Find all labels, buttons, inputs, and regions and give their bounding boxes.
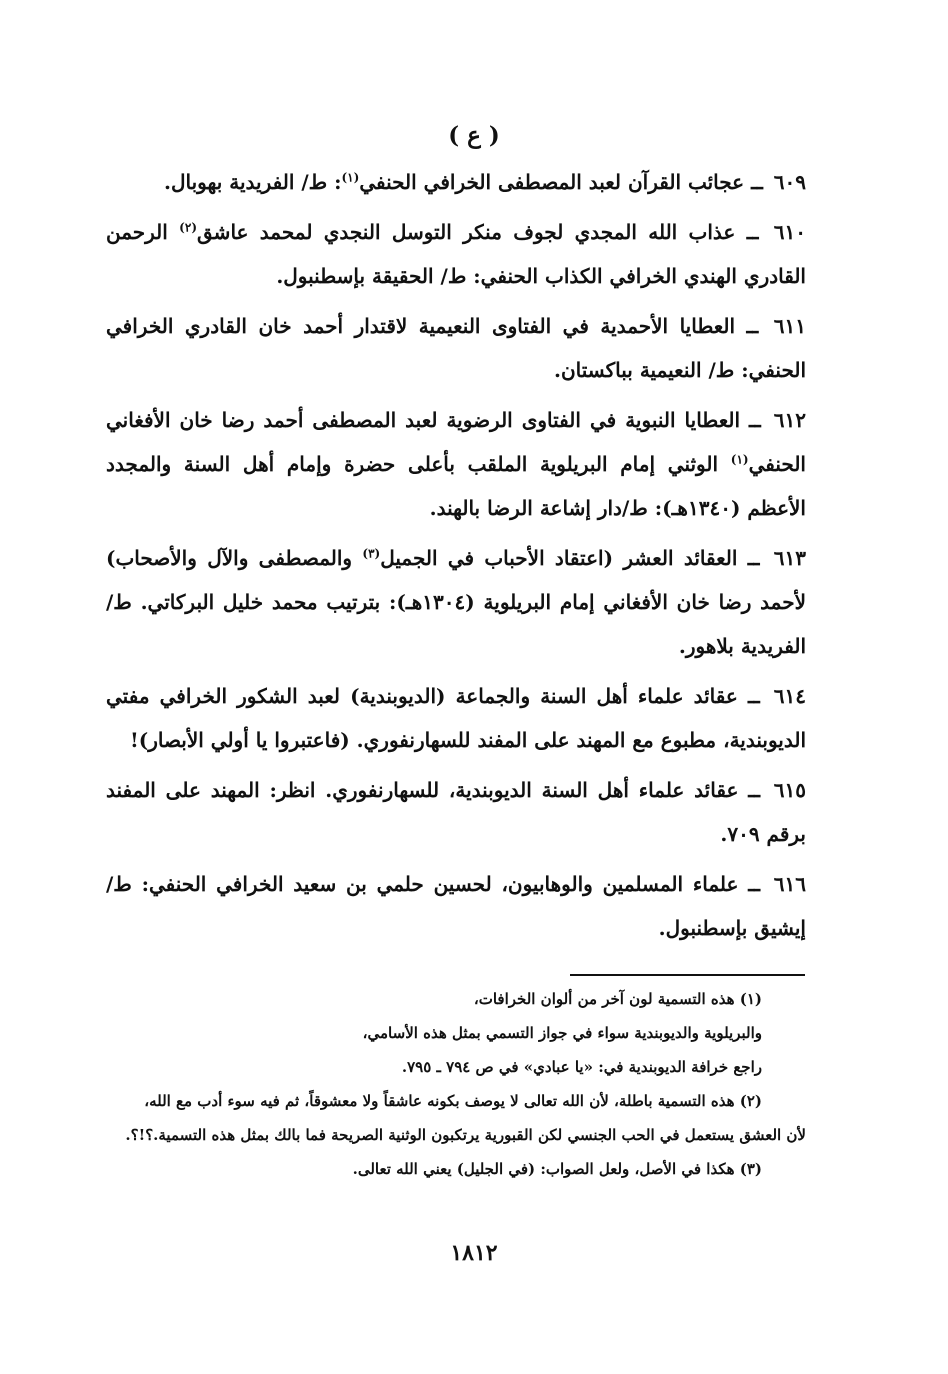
entry-dash: ــ <box>747 684 760 708</box>
bibliography-entry <box>106 862 806 950</box>
bibliography-entry <box>106 304 806 392</box>
footnote-line: والبريلوية والديوبندية سواء في جواز التسمي بمثل هذه الأسامي، <box>362 1024 762 1042</box>
entry-number: ٦١٣ <box>773 546 806 570</box>
footnote-marker: (١) <box>730 452 749 467</box>
entry-number: ٦١٢ <box>773 408 806 432</box>
bibliography-entry <box>106 160 806 204</box>
entry-text: علماء المسلمين والوهابيون، لحسين حلمي بن سعيد الخرافي الحنفي: ط/ إيشيق بإسطنبول. <box>106 872 806 940</box>
entry-dash: ــ <box>751 170 763 194</box>
entry-number: ٦١٤ <box>773 684 807 708</box>
entry-dash: ــ <box>748 872 760 896</box>
entry-number: ٦١٥ <box>773 778 807 802</box>
entry-text-continued: الرحمن القادري الهندي الخرافي الكذاب الحنفي: ط/ الحقيقة بإسطنبول. <box>106 220 806 288</box>
entry-text: العطايا النبوية في الفتاوى الرضوية لعبد المصطفى أحمد رضا خان الأفغاني الحنفي <box>106 408 806 476</box>
footnote-marker: (٣) <box>362 546 381 561</box>
entry-dash: ــ <box>746 220 759 244</box>
entry-dash: ــ <box>747 546 760 570</box>
page-number: ١٨١٢ <box>450 1240 498 1266</box>
bibliography-entry <box>106 674 806 762</box>
entry-text: عقائد علماء أهل السنة والجماعة (الديوبندية) لعبد الشكور الخرافي مفتي الديوبندية، مطبوع مع المهند على المفند للسهارنفوري. (فاعتبروا يا أولي الأبصار)! <box>106 684 806 752</box>
section-letter-heading: ( ع ) <box>448 122 500 149</box>
entry-text-continued: والمصطفى والآل والأصحاب) لأحمد رضا خان الأفغاني إمام البريلوية (١٣٠٤هـ): بترتيب محمد خليل البركاتي. ط/ الفريدية بلاهور. <box>106 546 806 658</box>
entry-text: عقائد علماء أهل السنة الديوبندية، للسهارنفوري. انظر: المهند على المفند برقم ٧٠٩. <box>106 778 806 846</box>
entry-text-continued: الوثني إمام البريلوية الملقب بأعلى حضرة وإمام أهل السنة والمجدد الأعظم (١٣٤٠هـ): ط/دار إشاعة الرضا بالهند. <box>106 452 806 520</box>
entry-text: العطايا الأحمدية في الفتاوى النعيمية لاقتدار أحمد خان القادري الخرافي الحنفي: ط/ النعيمية بباكستان. <box>106 314 806 382</box>
entry-text: العقائد العشر (اعتقاد الأحباب في الجميل <box>380 546 738 570</box>
bibliography-entry <box>106 210 806 298</box>
bibliography-entry <box>106 398 806 530</box>
footnotes-block <box>106 982 806 1186</box>
bibliography-entries <box>106 160 806 956</box>
entry-dash: ــ <box>749 408 761 432</box>
entry-number: ٦١٠ <box>773 220 806 244</box>
footnote-line: (١) هذه التسمية لون آخر من ألوان الخرافات، <box>473 990 762 1008</box>
footnote-marker: (١) <box>341 170 360 185</box>
footnote-line: لأن العشق يستعمل في الحب الجنسي لكن القبورية يرتكبون الوثنية الصريحة فما بالك بمثل هذه التسمية.؟!؟. <box>125 1126 806 1144</box>
entry-dash: ــ <box>748 778 760 802</box>
entry-number: ٦٠٩ <box>773 170 806 194</box>
entry-text: عجائب القرآن لعبد المصطفى الخرافي الحنفي <box>359 170 745 194</box>
bibliography-entry <box>106 536 806 668</box>
bibliography-entry <box>106 768 806 856</box>
footnote-separator-rule <box>570 974 805 976</box>
entry-dash: ــ <box>746 314 759 338</box>
footnote-line: راجع خرافة الديوبندية في: «يا عبادي» في ص ٧٩٤ ـ ٧٩٥. <box>401 1058 762 1076</box>
footnote-line: (٢) هذه التسمية باطلة، لأن الله تعالى لا يوصف بكونه عاشقاً ولا معشوقاً، ثم فيه سوء أدب مع الله، <box>144 1092 762 1110</box>
footnote-line: (٣) هكذا في الأصل، ولعل الصواب: (في الجليل) يعني الله تعالى. <box>352 1160 762 1178</box>
footnote-marker: (٢) <box>179 220 197 235</box>
entry-text: عذاب الله المجدي لجوف منكر التوسل النجدي لمحمد عاشق <box>197 220 736 244</box>
entry-number: ٦١١ <box>773 314 806 338</box>
entry-text-continued: : ط/ الفريدية بهوبال. <box>163 170 342 194</box>
entry-number: ٦١٦ <box>773 872 806 896</box>
